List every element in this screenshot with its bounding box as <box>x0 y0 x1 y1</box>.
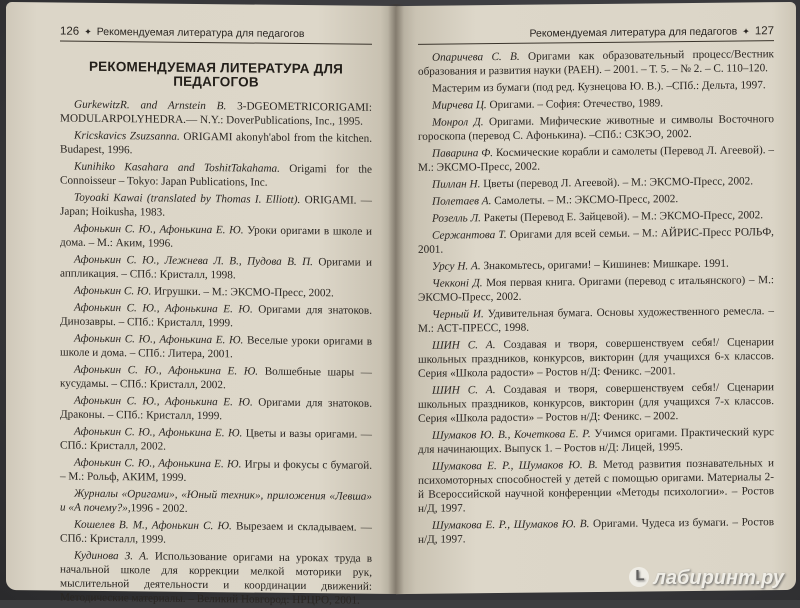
entry-author: Шумаков Ю. В., Кочеткова Е. Р. <box>432 428 591 442</box>
entry-text: Оригами как образовательный процесс/Вестник образования и развития науки (РАЕН). – 2001. – Т. 5. – № 2. – С. 110–120. <box>418 48 774 78</box>
bibliography-entry <box>418 380 774 426</box>
entry-text: Оригами. Чудеса из бумаги. – Ростов н/Д, 1997. <box>418 516 774 546</box>
entry-text: Цветы (перевод Л. Агеевой). – М.: ЭКСМО-Пресс, 2002. <box>480 175 754 191</box>
entry-text: Игры и фокусы с бумагой. – М.: Рольф, АКИМ, 1999. <box>60 458 372 484</box>
bibliography-entry <box>418 191 774 209</box>
bibliography-entry <box>60 301 372 332</box>
entry-text: Волшебные шары — кусудамы. – СПб.: Кристалл, 2002. <box>60 365 372 392</box>
entry-text: ORIGAMI. — Japan; Hoikusha, 1983. <box>60 194 372 219</box>
bibliography-entry <box>60 394 372 425</box>
bibliography-entry <box>418 273 774 305</box>
bibliography-entry <box>60 487 372 518</box>
bibliography-entry <box>60 222 372 253</box>
entry-author: Афонькин С. Ю., Афонькина Е. Ю. <box>74 394 253 409</box>
entry-text: Цветы и вазы оригами. — СПб.: Кристалл, 2002. <box>60 427 372 453</box>
bibliography-entry <box>60 191 372 222</box>
open-book <box>6 4 796 607</box>
running-head: Рекомендуемая литература для педагогов <box>529 25 738 40</box>
page-number: 127 <box>754 25 774 38</box>
entry-author: Афонькин С. Ю. <box>74 284 152 298</box>
entry-author: Монрол Д. <box>432 116 484 129</box>
entry-author: Журналы «Оригами», «Юный техник», приложения «Левша» и «А почему?», <box>60 487 372 515</box>
bibliography-entry <box>418 304 774 336</box>
entry-author: Полетаев А. <box>432 195 492 208</box>
bibliography-entry <box>60 332 372 363</box>
labirint-logo-icon <box>629 567 649 587</box>
left-running-header <box>60 25 372 45</box>
entry-author: Афонькин С. Ю., Лежнева Л. В., Пудова В. П. <box>74 253 313 269</box>
entry-author: Афонькин С. Ю., Афонькина Е. Ю. <box>74 301 253 316</box>
entry-author: Опаричева С. В. <box>432 50 520 64</box>
entry-author: Афонькин С. Ю., Афонькина Е. Ю. <box>74 425 243 440</box>
entry-text: Оригами для всей семьи. – М.: АЙРИС-Пресс РОЛЬФ, 2001. <box>418 226 774 256</box>
entry-author: Шумакова Е. Р., Шумаков Ю. В. <box>432 518 590 532</box>
entry-text: Оригами для знатоков. Драконы. – СПб.: Кристалл, 1999. <box>60 396 372 423</box>
entry-text: Учимся оригами. Практический курс для начинающих. Выпуск 1. – Ростов н/Д: Лицей, 1995. <box>418 426 774 456</box>
entry-text: Самолеты. – М.: ЭКСМО-Пресс, 2002. <box>491 193 679 208</box>
book-gutter <box>388 4 404 594</box>
entry-text: Игрушки. – М.: ЭКСМО-Пресс, 2002. <box>151 285 334 300</box>
diamond-ornament-icon: ✦ <box>84 26 92 37</box>
entry-author: Афонькин С. Ю., Афонькина Е. Ю. <box>74 456 242 471</box>
bibliography-entry <box>418 95 774 113</box>
entry-text: 3-DGEOMETRICORIGAMI: MODULARPOLYHEDRA.— N.Y.: DoverPublications, Inc., 1995. <box>60 100 372 128</box>
entry-text: Оригами. – София: Отечество, 1989. <box>486 97 664 112</box>
entry-author: Шумакова Е. Р., Шумаков Ю. В. <box>432 458 598 473</box>
bibliography-entry <box>418 112 774 144</box>
watermark <box>629 567 784 590</box>
bibliography-entry <box>60 284 372 301</box>
bibliography-entry <box>60 456 372 487</box>
bibliography-entry <box>60 549 372 608</box>
bibliography-entry <box>418 256 774 274</box>
entry-text: Удивительная бумага. Основы художественного ремесла. – М.: АСТ-ПРЕСС, 1998. <box>418 305 774 335</box>
entry-author: Сержантова Т. <box>432 228 507 242</box>
entry-text: Знакомьтесь, оригами! – Кишинев: Мишкаре. 1991. <box>480 257 729 273</box>
entry-author: Розелль Л. <box>432 212 481 225</box>
left-page <box>6 2 396 607</box>
entry-author: Пиллан Н. <box>432 178 481 191</box>
entry-text: Origami for the Connoisseur – Tokyo: Japan Publications, Inc. <box>60 162 372 189</box>
bibliography-entry <box>418 47 774 79</box>
page-number: 126 <box>60 25 80 38</box>
entry-author: Мирчева Ц. <box>432 99 487 112</box>
entry-author: Паварина Ф. <box>432 147 494 160</box>
bibliography-entry <box>60 363 372 394</box>
entry-text: Оригами и аппликация. – СПб.: Кристалл, 1998. <box>60 256 372 282</box>
entry-text: Метод развития познавательных и психомоторных способностей у детей с помощью оригами. Материалы 2-й Всероссийской научной конференции «Методы психологии». – Ростов н/Д, 1997. <box>418 457 774 515</box>
bibliography-entry <box>418 78 774 96</box>
entry-text: Использование оригами на уроках труда в начальной школе для коррекции мелкой моторики рук, мыслительной деятельности и координации движений: Методические материалы. – Великий Новгород: НРЦРО, 2001. <box>60 550 372 607</box>
watermark-text: лабиринт.ру <box>653 567 784 589</box>
bibliography-entry <box>418 425 774 457</box>
entry-author: Черный И. <box>432 308 484 321</box>
entry-text: Уроки оригами в школе и дома. – М.: Аким, 1996. <box>60 224 372 250</box>
entry-author: Афонькин С. Ю., Афонькина Е. Ю. <box>74 363 259 378</box>
bibliography-entry <box>60 129 372 160</box>
bibliography-entry <box>60 518 372 549</box>
entry-text: Моя первая книга. Оригами (перевод с итальянского) – М.: ЭКСМО-Пресс, 2002. <box>418 274 774 304</box>
entry-author: Урсу Н. А. <box>432 260 481 273</box>
entry-author: Афонькин С. Ю., Афонькина Е. Ю. <box>74 222 244 237</box>
entry-text: Вырезаем и складываем. — СПб.: Кристалл, 1999. <box>60 520 372 546</box>
entry-author: Чекконі Д. <box>432 277 483 290</box>
bibliography-entry <box>60 160 372 191</box>
page-title: РЕКОМЕНДУЕМАЯ ЛИТЕРАТУРА ДЛЯ ПЕДАГОГОВ <box>88 58 344 90</box>
entry-author: Кудинова З. А. <box>74 549 149 563</box>
entry-text: Создавая и творя, совершенствуем себя!/ Сценарии школьных праздников, конкурсов, викторин (для учащихся 7-х классов. Серия «Школа радости» – Ростов н/Д: Феникс. – 2002. <box>418 381 775 425</box>
bibliography-entry <box>418 143 774 175</box>
entry-text: Мастерим из бумаги (под ред. Кузнецова Ю. В.). –СПб.: Дельта, 1997. <box>432 79 766 95</box>
running-head: Рекомендуемая литература для педагогов <box>96 25 305 41</box>
entry-text: Ракеты (Перевод Е. Зайцевой). – М.: ЭКСМО-Пресс, 2002. <box>480 209 764 225</box>
entry-author: ШИН С. А. <box>432 384 496 397</box>
bibliography-entry <box>418 515 774 547</box>
bibliography-list <box>60 98 372 608</box>
entry-author: Toyoaki Kawai (translated by Thomas I. Elliott). <box>74 191 301 207</box>
bibliography-entry <box>60 253 372 284</box>
entry-text: Космические корабли и самолеты (Перевод Л. Агеевой). – М.: ЭКСМО-Пресс, 2002. <box>418 144 774 174</box>
entry-text: Оригами. Мифические животные и символы Восточного гороскопа (перевод С. Афонькина). –СПб.: СЗКЭО, 2002. <box>418 113 774 143</box>
entry-author: ШИН С. А. <box>432 339 496 352</box>
bibliography-entry <box>418 174 774 192</box>
bibliography-entry <box>60 425 372 456</box>
right-running-header <box>418 24 774 45</box>
bibliography-entry <box>60 98 372 129</box>
entry-text: Оригами для знатоков. Динозавры. – СПб.: Кристалл, 1999. <box>60 303 372 330</box>
diamond-ornament-icon: ✦ <box>742 26 750 37</box>
entry-text: ORIGAMI akonyh'abol from the kitchen. Budapest, 1996. <box>60 130 372 157</box>
bibliography-entry <box>418 335 774 381</box>
bibliography-entry <box>418 225 774 257</box>
entry-author: Афонькин С. Ю., Афонькина Е. Ю. <box>74 332 244 347</box>
right-page <box>396 2 796 594</box>
entry-author: Kricskavics Zsuzsanna. <box>74 129 180 143</box>
entry-text: 1996 - 2002. <box>130 502 188 515</box>
bibliography-entry <box>418 456 774 516</box>
entry-text: Создавая и творя, совершенствуем себя!/ Сценарии школьных праздников, конкурсов, викторин (для учащихся 6-х классов. Серия «Школа радости» – Ростов н/Д: Феникс. –2001. <box>418 336 775 380</box>
entry-author: Кошелев В. М., Афонькин С. Ю. <box>74 518 232 533</box>
entry-text: Веселые уроки оригами в школе и дома. – СПб.: Литера, 2001. <box>60 334 372 361</box>
entry-author: GurkewitzR. and Arnstein B. <box>74 98 227 113</box>
bibliography-list <box>418 47 774 547</box>
bibliography-entry <box>418 208 774 226</box>
entry-author: Kunihiko Kasahara and ToshitTakahama. <box>74 160 280 175</box>
